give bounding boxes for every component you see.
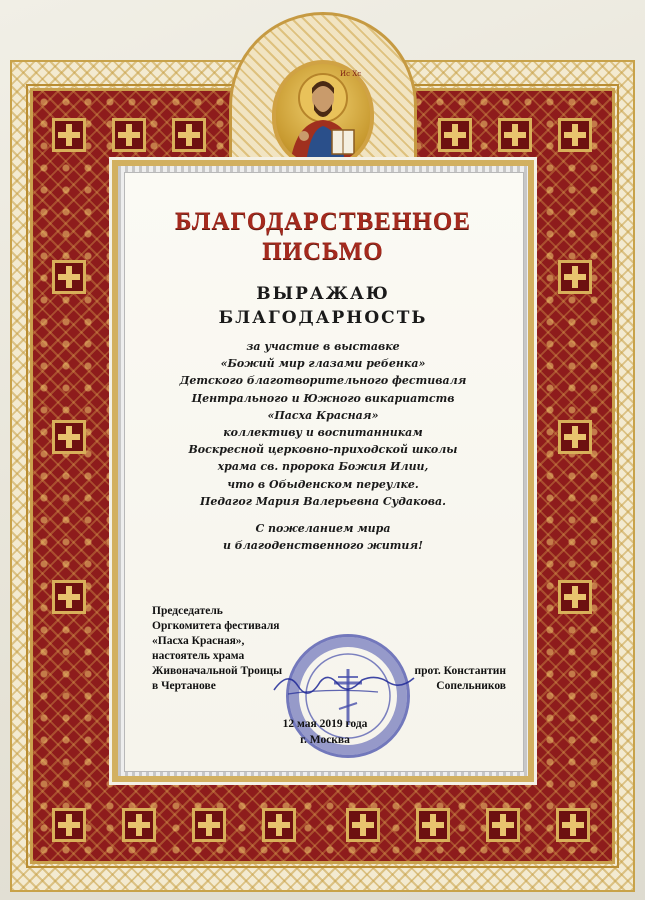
cross-ornament-icon	[52, 118, 86, 152]
cross-ornament-icon	[558, 580, 592, 614]
signatory-name-line: Сопельников	[436, 680, 506, 692]
cross-ornament-icon	[52, 420, 86, 454]
wish-text	[124, 520, 522, 554]
title-line-2: ПИСЬМО	[262, 238, 384, 265]
wish-line: и благоденственного жития!	[222, 539, 423, 552]
cross-ornament-icon	[416, 808, 450, 842]
issue-place: г. Москва	[300, 734, 350, 746]
body-line: Центрального и Южного викариатств	[191, 391, 455, 405]
body-line: коллективу и воспитанникам	[223, 426, 423, 440]
wish-line: С пожеланием мира	[255, 522, 391, 535]
gratitude-body	[124, 338, 522, 510]
cross-ornament-icon	[346, 808, 380, 842]
signatory-position	[152, 604, 332, 694]
signatory-name-line: прот. Константин	[414, 665, 506, 677]
body-line: храма св. пророка Божия Илии,	[217, 460, 429, 474]
signatory-line: в Чертанове	[152, 680, 216, 692]
body-line: за участие в выставке	[246, 340, 400, 353]
cross-ornament-icon	[52, 808, 86, 842]
icon-inscription: Ис Хс	[340, 70, 362, 78]
signatory-line: Председатель	[152, 605, 223, 617]
body-line: что в Обыденском переулке.	[227, 477, 419, 491]
subtitle-line-1: ВЫРАЖАЮ	[256, 284, 390, 304]
cross-ornament-icon	[112, 118, 146, 152]
signatory-line: Оргкомитета фестиваля	[152, 620, 280, 632]
cross-ornament-icon	[122, 808, 156, 842]
cross-ornament-icon	[438, 118, 472, 152]
signatory-line: Живоначальной Троицы	[152, 665, 283, 677]
cross-ornament-icon	[192, 808, 226, 842]
signatory-line: «Пасха Красная»,	[152, 635, 245, 647]
cross-ornament-icon	[558, 260, 592, 294]
body-line: «Божий мир глазами ребенка»	[220, 357, 426, 371]
icon-figure	[276, 64, 370, 164]
title-line-1: БЛАГОДАРСТВЕННОЕ	[175, 208, 471, 235]
cross-ornament-icon	[558, 118, 592, 152]
date-and-place	[250, 716, 400, 748]
cross-ornament-icon	[262, 808, 296, 842]
body-line: «Пасха Красная»	[267, 408, 379, 422]
cross-ornament-icon	[172, 118, 206, 152]
cross-ornament-icon	[558, 420, 592, 454]
cross-ornament-icon	[52, 260, 86, 294]
cross-ornament-icon	[556, 808, 590, 842]
cross-ornament-icon	[486, 808, 520, 842]
body-line: Детского благотворительного фестиваля	[179, 374, 467, 388]
cross-ornament-icon	[52, 580, 86, 614]
body-line: Педагог Мария Валерьевна Судакова.	[200, 494, 446, 508]
signatory-line: настоятель храма	[152, 650, 245, 662]
body-line: Воскресной церковно-приходской школы	[188, 443, 458, 457]
signatory-name	[396, 664, 506, 694]
subtitle-line-2: БЛАГОДАРНОСТЬ	[218, 308, 428, 328]
issue-date: 12 мая 2019 года	[282, 718, 368, 730]
cross-ornament-icon	[498, 118, 532, 152]
